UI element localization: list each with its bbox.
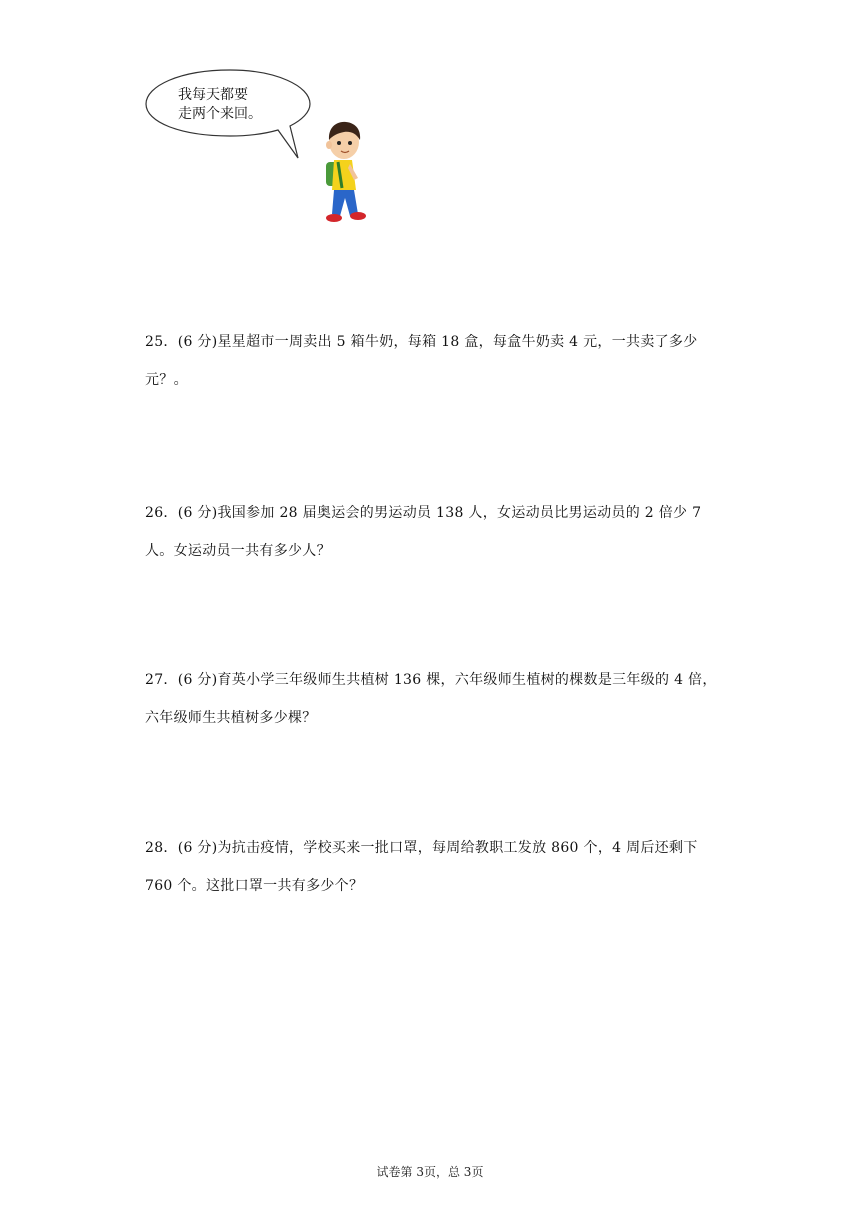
speech-line-2: 走两个来回。: [178, 106, 262, 122]
question-25-line-2: 元？。: [145, 372, 188, 388]
page-footer: 试卷第 3页，总 3页: [376, 1165, 484, 1179]
question-26-line-2: 人。女运动员一共有多少人？: [145, 543, 331, 559]
question-27: [145, 661, 725, 737]
question-28-line-2: 760 个。这批口罩一共有多少个？: [145, 878, 364, 894]
question-27-line-2: 六年级师生共植树多少棵？: [145, 710, 317, 726]
boy-figure: [326, 122, 366, 222]
question-25: [145, 323, 725, 399]
question-28-line-1: 28．(6 分)为抗击疫情，学校买来一批口罩，每周给教职工发放 860 个，4 周后还剩下: [145, 840, 698, 856]
question-25-line-1: 25．(6 分)星星超市一周卖出 5 箱牛奶，每箱 18 盒，每盒牛奶卖 4 元，一共卖了多少: [145, 334, 698, 350]
question-28: [145, 829, 725, 905]
question-26-line-1: 26．(6 分)我国参加 28 届奥运会的男运动员 138 人，女运动员比男运动员的 2 倍少 7: [145, 505, 702, 521]
question-26: [145, 494, 725, 570]
question-27-line-1: 27．(6 分)育英小学三年级师生共植树 136 棵，六年级师生植树的棵数是三年级的 4 倍，: [145, 672, 717, 688]
speech-line-1: 我每天都要: [178, 87, 248, 103]
speech-bubble-text: [178, 86, 262, 124]
